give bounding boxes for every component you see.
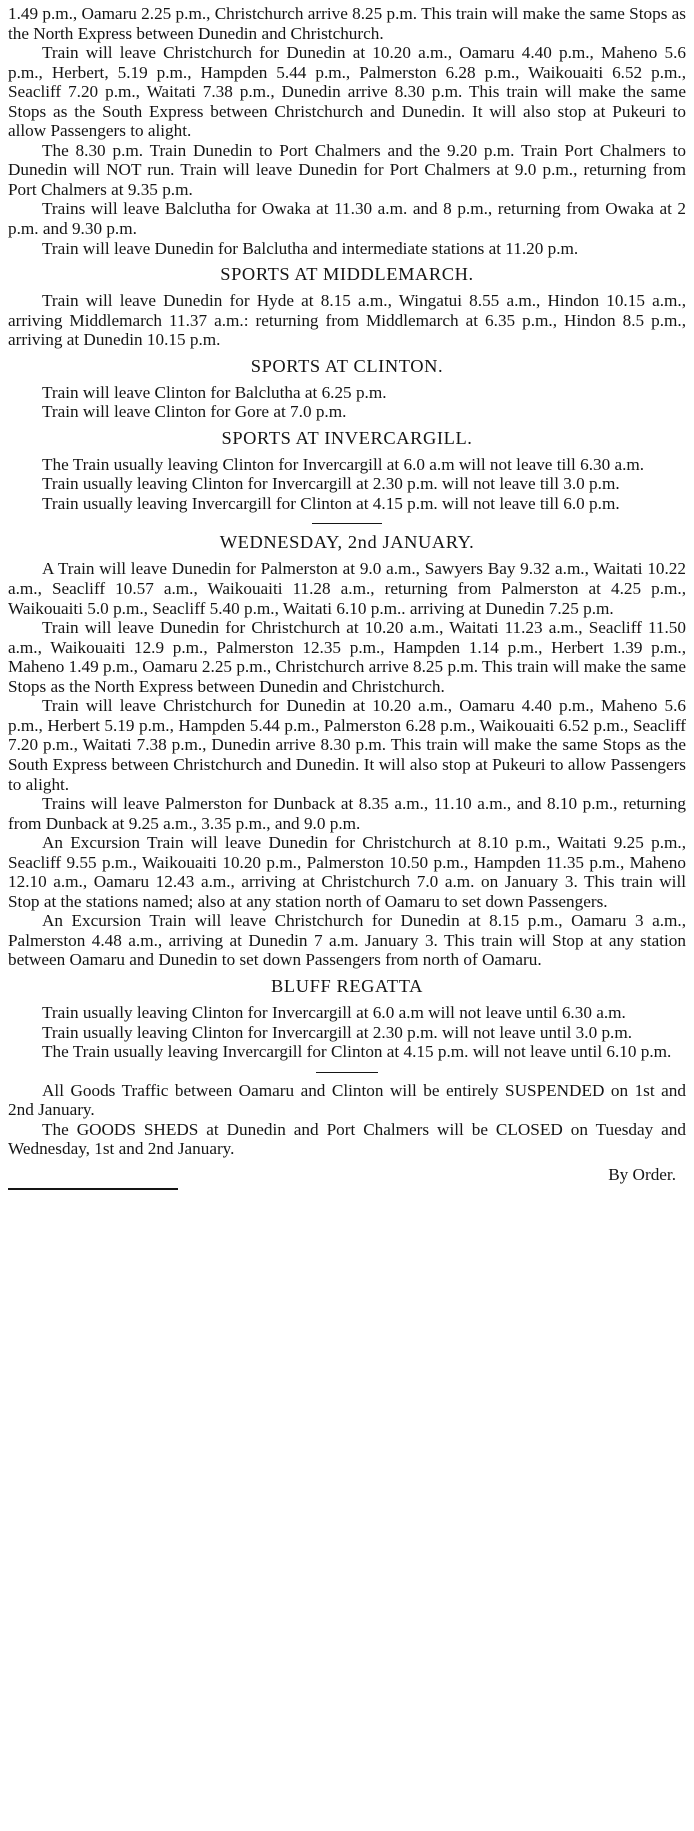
wednesday-paragraph-4: Trains will leave Palmerston for Dunback at 8.35 a.m., 11.10 a.m., and 8.10 p.m., returning from Dunback at 9.25 a.m., 3.35 p.m., and 9.0 p.m.: [8, 794, 686, 833]
invercargill-paragraph-1: The Train usually leaving Clinton for Invercargill at 6.0 a.m will not leave till 6.30 a.m.: [42, 454, 645, 474]
bluff-paragraph-3: The Train usually leaving Invercargill for Clinton at 4.15 p.m. will not leave until 6.10 p.m.: [42, 1042, 672, 1062]
wednesday-paragraph-3: Train will leave Christchurch for Dunedin at 10.20 a.m., Oamaru 4.40 p.m., Maheno 5.6 p.m., Herbert 5.19 p.m., Hampden 5.44 p.m., Palmerston 6.28 p.m., Waikouaiti 6.52 p.m., Seacliff 7.20 p.m., Waitati 7.38 p.m., Dunedin arrive 8.30 p.m. This train will make the same Stops as the South Express between Christchurch and Dunedin. It will also stop at Pukeuri to allow Passengers to alight.: [8, 696, 686, 794]
bluff-paragraph-1: Train usually leaving Clinton for Invercargill at 6.0 a.m will not leave until 6.30 a.m.: [42, 1002, 626, 1022]
wednesday-paragraph-1: A Train will leave Dunedin for Palmerston at 9.0 a.m., Sawyers Bay 9.32 a.m., Waitati 10.22 a.m., Seacliff 10.57 a.m., Waikouaiti 11.28 a.m., returning from Palmerston at 4.25 p.m., Waikouaiti 5.0 p.m., Seacliff 5.40 p.m., Waitati 6.10 p.m.. arriving at Dunedin 7.25 p.m.: [8, 559, 686, 618]
intro-paragraph-3: The 8.30 p.m. Train Dunedin to Port Chalmers and the 9.20 p.m. Train Port Chalmers to Dunedin will NOT run. Train will leave Dunedin for Port Chalmers at 9.0 p.m., returning from Port Chalmers at 9.35 p.m.: [8, 140, 686, 199]
clinton-paragraph-1: Train will leave Clinton for Balclutha at 6.25 p.m.: [42, 382, 387, 402]
intro-paragraph-5: Train will leave Dunedin for Balclutha and intermediate stations at 11.20 p.m.: [42, 238, 579, 258]
bottom-rule: [8, 1188, 178, 1190]
invercargill-heading: SPORTS AT INVERCARGILL.: [221, 427, 473, 448]
wednesday-paragraph-2: Train will leave Dunedin for Christchurch at 10.20 a.m., Waitati 11.23 a.m., Seacliff 11.50 a.m., Waikouaiti 12.9 p.m., Palmerston 12.35 p.m., Hampden 1.14 p.m., Herbert 1.39 p.m., Maheno 1.49 p.m., Oamaru 2.25 p.m., Christchurch arrive 8.25 p.m. This train will make the same Stops as the North Express between Dunedin and Christchurch.: [8, 618, 686, 696]
signature: By Order.: [608, 1164, 676, 1184]
wednesday-heading: WEDNESDAY, 2nd JANUARY.: [219, 532, 475, 553]
goods-traffic-notice: All Goods Traffic between Oamaru and Clinton will be entirely SUSPENDED on 1st and 2nd January.: [8, 1080, 686, 1120]
clinton-paragraph-2: Train will leave Clinton for Gore at 7.0 p.m.: [42, 402, 347, 422]
wednesday-paragraph-5: An Excursion Train will leave Dunedin for Christchurch at 8.10 p.m., Waitati 9.25 p.m., Seacliff 9.55 p.m., Waikouaiti 10.20 p.m., Palmerston 10.50 p.m., Hampden 11.35 p.m., Maheno 12.10 a.m., Oamaru 12.43 a.m., arriving at Christchurch 7.0 a.m. on January 3. This train will Stop at the stations named; also at any station north of Oamaru to set down Passengers.: [8, 833, 686, 911]
intro-paragraph-4: Trains will leave Balclutha for Owaka at 11.30 a.m. and 8 p.m., returning from Owaka at 2 p.m. and 9.30 p.m.: [8, 199, 686, 239]
goods-sheds-notice: The GOODS SHEDS at Dunedin and Port Chalmers will be CLOSED on Tuesday and Wednesday, 1st and 2nd January.: [8, 1119, 686, 1159]
wednesday-paragraph-6: An Excursion Train will leave Christchurch for Dunedin at 8.15 p.m., Oamaru 3 a.m., Palmerston 4.48 a.m., arriving at Dunedin 7 a.m. January 3. This train will Stop at any station between Oamaru and Dunedin to set down Passengers from north of Oamaru.: [8, 911, 686, 970]
intro-paragraph-2: Train will leave Christchurch for Dunedin at 10.20 a.m., Oamaru 4.40 p.m., Maheno 5.6 p.m., Herbert, 5.19 p.m., Hampden 5.44 p.m., Palmerston 6.28 p.m., Waikouaiti 6.52 p.m., Seacliff 7.20 p.m., Waitati 7.38 p.m., Dunedin arrive 8.30 p.m. This train will make the same Stops as the South Express between Christchurch and Dunedin. It will also stop at Pukeuri to allow Passengers to alight.: [8, 43, 686, 141]
section-divider-2: [316, 1072, 378, 1073]
intro-paragraph-1: 1.49 p.m., Oamaru 2.25 p.m., Christchurch arrive 8.25 p.m. This train will make the same Stops as the North Express between Dunedin and Christchurch.: [8, 4, 686, 43]
invercargill-paragraph-3: Train usually leaving Invercargill for Clinton at 4.15 p.m. will not leave till 6.0 p.m.: [42, 493, 620, 513]
middlemarch-heading: SPORTS AT MIDDLEMARCH.: [220, 264, 474, 285]
section-divider-1: [312, 523, 382, 524]
clinton-heading: SPORTS AT CLINTON.: [250, 355, 444, 376]
middlemarch-paragraph-1: Train will leave Dunedin for Hyde at 8.15 a.m., Wingatui 8.55 a.m., Hindon 10.15 a.m., arriving Middlemarch 11.37 a.m.: returning from Middlemarch at 6.35 p.m., Hindon 8.5 p.m., arriving at Dunedin 10.15 p.m.: [8, 291, 686, 350]
bluff-paragraph-2: Train usually leaving Clinton for Invercargill at 2.30 p.m. will not leave until 3.0 p.m.: [42, 1022, 633, 1042]
bluff-regatta-heading: BLUFF REGATTA: [271, 975, 423, 996]
invercargill-paragraph-2: Train usually leaving Clinton for Invercargill at 2.30 p.m. will not leave till 3.0 p.m.: [42, 474, 620, 494]
